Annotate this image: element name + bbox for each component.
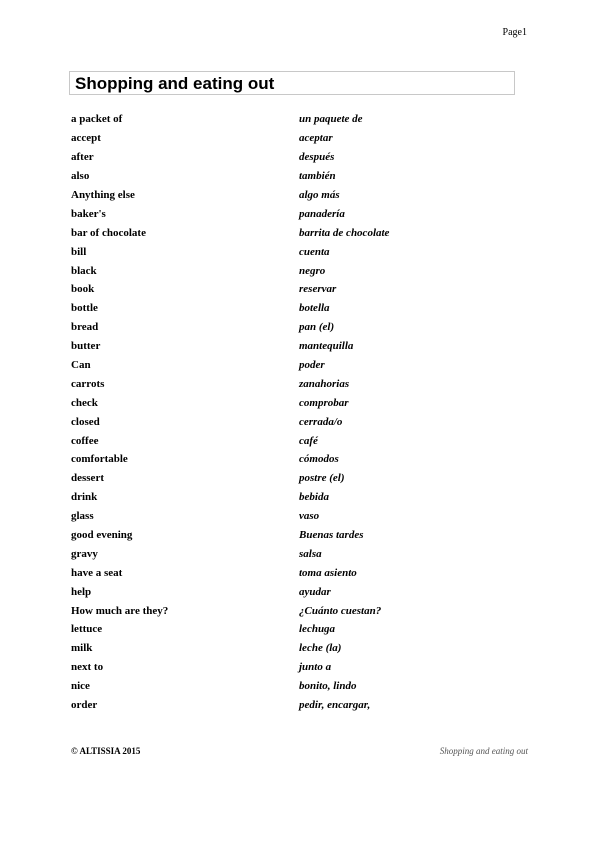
vocab-row <box>71 299 521 318</box>
vocab-row <box>71 677 521 696</box>
spanish-term: postre (el) <box>299 472 345 485</box>
spanish-term: leche (la) <box>299 642 342 655</box>
vocab-row <box>71 261 521 280</box>
vocab-row <box>71 469 521 488</box>
vocab-row <box>71 393 521 412</box>
english-term: check <box>71 396 98 409</box>
english-term: help <box>71 585 92 598</box>
english-term: milk <box>71 642 93 655</box>
english-term: a packet of <box>71 113 123 126</box>
english-term: bread <box>71 321 99 334</box>
vocab-row <box>71 280 521 299</box>
spanish-term: pan (el) <box>299 321 335 334</box>
english-term: butter <box>71 340 101 353</box>
english-term: dessert <box>71 472 104 485</box>
vocab-row <box>71 696 521 715</box>
english-term: after <box>71 151 94 164</box>
vocab-row <box>71 337 521 356</box>
spanish-term: ¿Cuánto cuestan? <box>299 604 382 617</box>
english-term: comfortable <box>71 453 128 466</box>
spanish-term: junto a <box>299 661 332 674</box>
vocab-row <box>71 374 521 393</box>
vocab-row <box>71 563 521 582</box>
spanish-term: bebida <box>299 491 329 504</box>
vocab-row <box>71 129 521 148</box>
spanish-term: algo más <box>299 189 340 201</box>
vocab-row <box>71 167 521 186</box>
english-term: black <box>71 264 97 277</box>
english-term: book <box>71 283 95 296</box>
footer-copyright: © ALTISSIA 2015 <box>71 746 141 756</box>
spanish-term: toma asiento <box>299 566 357 579</box>
spanish-term: barrita de chocolate <box>299 226 390 239</box>
english-term: accept <box>71 132 101 145</box>
vocab-row <box>71 412 521 431</box>
vocab-row <box>71 526 521 545</box>
page-title: Shopping and eating out <box>75 74 275 93</box>
spanish-term: zanahorias <box>299 377 350 390</box>
spanish-term: bonito, lindo <box>299 680 357 693</box>
spanish-term: un paquete de <box>299 113 363 126</box>
vocab-row <box>71 223 521 242</box>
spanish-term: pedir, encargar, <box>299 699 371 712</box>
vocab-row <box>71 318 521 337</box>
vocab-row <box>71 488 521 507</box>
spanish-term: después <box>299 151 335 164</box>
spanish-term: cerrada/o <box>299 415 343 428</box>
english-term: How much are they? <box>71 604 169 617</box>
spanish-term: aceptar <box>299 132 333 145</box>
vocab-row <box>71 204 521 223</box>
vocab-row <box>71 620 521 639</box>
english-term: lettuce <box>71 623 103 636</box>
english-term: good evening <box>71 529 133 542</box>
english-term: Anything else <box>71 189 135 201</box>
spanish-term: reservar <box>299 283 337 296</box>
english-term: Can <box>71 359 91 372</box>
spanish-term: vaso <box>299 510 320 523</box>
english-term: have a seat <box>71 566 123 579</box>
spanish-term: poder <box>299 359 325 372</box>
english-term: nice <box>71 680 90 693</box>
vocab-row <box>71 431 521 450</box>
english-term: coffee <box>71 434 99 447</box>
vocab-row <box>71 507 521 526</box>
english-term: drink <box>71 491 98 504</box>
title-box <box>69 71 515 95</box>
english-term: gravy <box>71 547 98 560</box>
vocab-row <box>71 356 521 375</box>
english-term: glass <box>71 510 94 523</box>
vocab-row <box>71 544 521 563</box>
spanish-term: cómodos <box>299 453 339 466</box>
spanish-term: también <box>299 170 336 183</box>
page-number: Page1 <box>502 27 527 38</box>
vocab-row <box>71 242 521 261</box>
english-term: next to <box>71 661 104 674</box>
vocab-row <box>71 186 521 205</box>
spanish-term: lechuga <box>299 623 336 636</box>
vocab-row <box>71 639 521 658</box>
spanish-term: Buenas tardes <box>299 529 364 542</box>
footer-section-title: Shopping and eating out <box>439 746 528 756</box>
vocab-row <box>71 148 521 167</box>
spanish-term: mantequilla <box>299 340 354 353</box>
vocab-row <box>71 658 521 677</box>
vocab-row <box>71 450 521 469</box>
spanish-term: botella <box>299 302 330 315</box>
english-term: carrots <box>71 377 105 390</box>
english-term: order <box>71 699 98 712</box>
spanish-term: comprobar <box>299 396 349 409</box>
english-term: bottle <box>71 302 98 315</box>
spanish-term: panadería <box>299 207 345 220</box>
vocab-row <box>71 582 521 601</box>
english-term: also <box>71 170 90 183</box>
spanish-term: ayudar <box>299 585 331 598</box>
vocabulary-list <box>71 110 521 715</box>
english-term: closed <box>71 415 100 428</box>
english-term: bill <box>71 245 87 258</box>
spanish-term: negro <box>299 264 326 277</box>
vocab-row <box>71 601 521 620</box>
spanish-term: salsa <box>299 547 322 560</box>
english-term: bar of chocolate <box>71 226 146 239</box>
spanish-term: cuenta <box>299 245 330 258</box>
spanish-term: café <box>299 434 318 447</box>
vocab-row <box>71 110 521 129</box>
english-term: baker's <box>71 207 106 220</box>
